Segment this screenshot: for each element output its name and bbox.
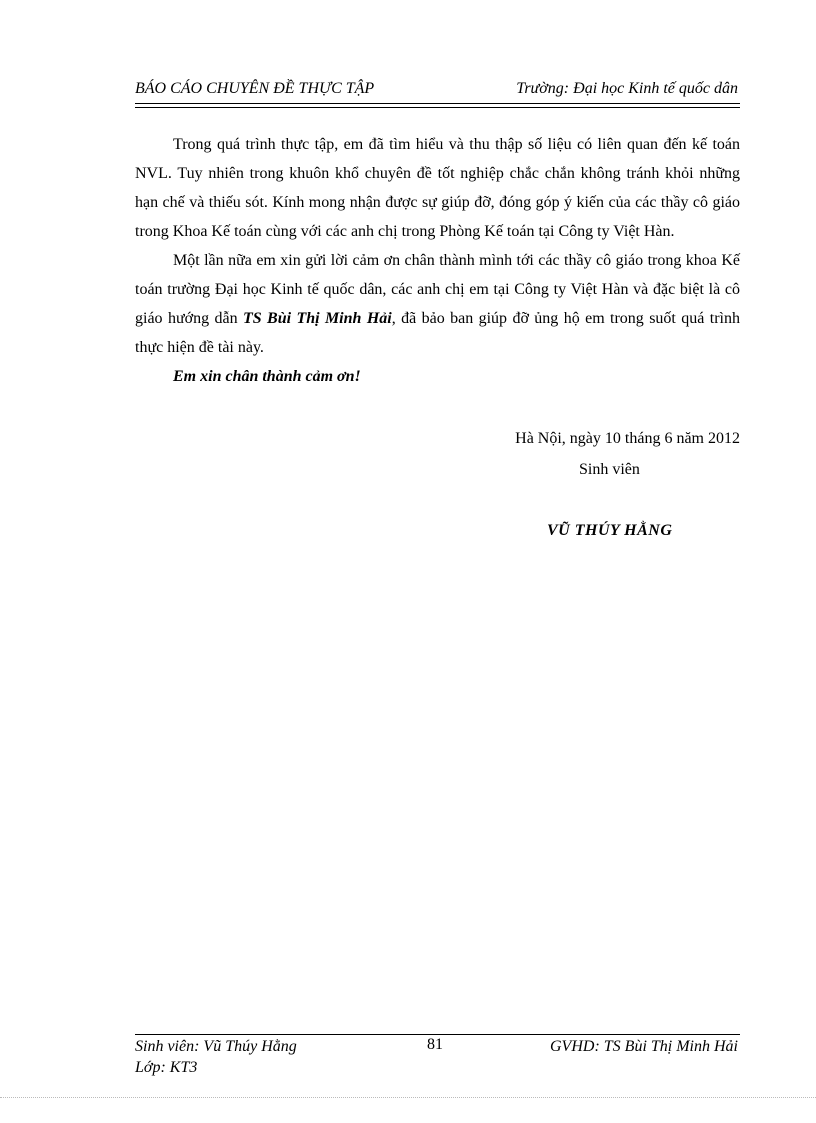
paragraph-2 bbox=[135, 246, 740, 362]
header-report-title: BÁO CÁO CHUYÊN ĐỀ THỰC TẬP bbox=[135, 80, 375, 97]
paragraph-2-text-a: Một lần nữa em xin gửi lời cảm ơn chân thành mình tới các thầy cô giáo trong khoa Kế toán trường Đại học Kinh tế quốc dân, các anh chị em tại Công ty Việt Hàn và đặc biệt là cô giáo hướng dẫn bbox=[135, 252, 740, 327]
footer-student: Sinh viên: Vũ Thúy Hằng bbox=[135, 1038, 297, 1055]
footer-advisor: GVHD: TS Bùi Thị Minh Hải bbox=[550, 1038, 738, 1055]
footer-class: Lớp: KT3 bbox=[135, 1059, 198, 1076]
page-number: 81 bbox=[427, 1036, 443, 1053]
signer-title: Sinh viên bbox=[579, 461, 640, 478]
paragraph-2-text-b: , đã bảo ban giúp đỡ ủng hộ em trong suốt quá trình thực hiện đề tài này. bbox=[135, 310, 740, 356]
thanks-line: Em xin chân thành cảm ơn! bbox=[173, 368, 361, 385]
header-divider bbox=[135, 103, 740, 108]
advisor-name-emphasis: TS Bùi Thị Minh Hải bbox=[242, 310, 392, 327]
document-body bbox=[135, 130, 740, 391]
footer-divider bbox=[135, 1034, 740, 1035]
paragraph-1: Trong quá trình thực tập, em đã tìm hiểu và thu thập số liệu có liên quan đến kế toán NVL. Tuy nhiên trong khuôn khổ chuyên đề tốt nghiệp chắc chắn không tránh khỏi những hạn chế và thiếu sót. Kính mong nhận được sự giúp đỡ, đóng góp ý kiến của các thầy cô giáo trong Khoa Kế toán cùng với các anh chị trong Phòng Kế toán tại Công ty Việt Hàn. bbox=[135, 136, 740, 240]
header-university: Trường: Đại học Kinh tế quốc dân bbox=[516, 80, 738, 97]
signer-name: VŨ THÚY HẰNG bbox=[547, 522, 673, 539]
place-date: Hà Nội, ngày 10 tháng 6 năm 2012 bbox=[515, 430, 740, 447]
page-edge-divider bbox=[0, 1097, 816, 1098]
